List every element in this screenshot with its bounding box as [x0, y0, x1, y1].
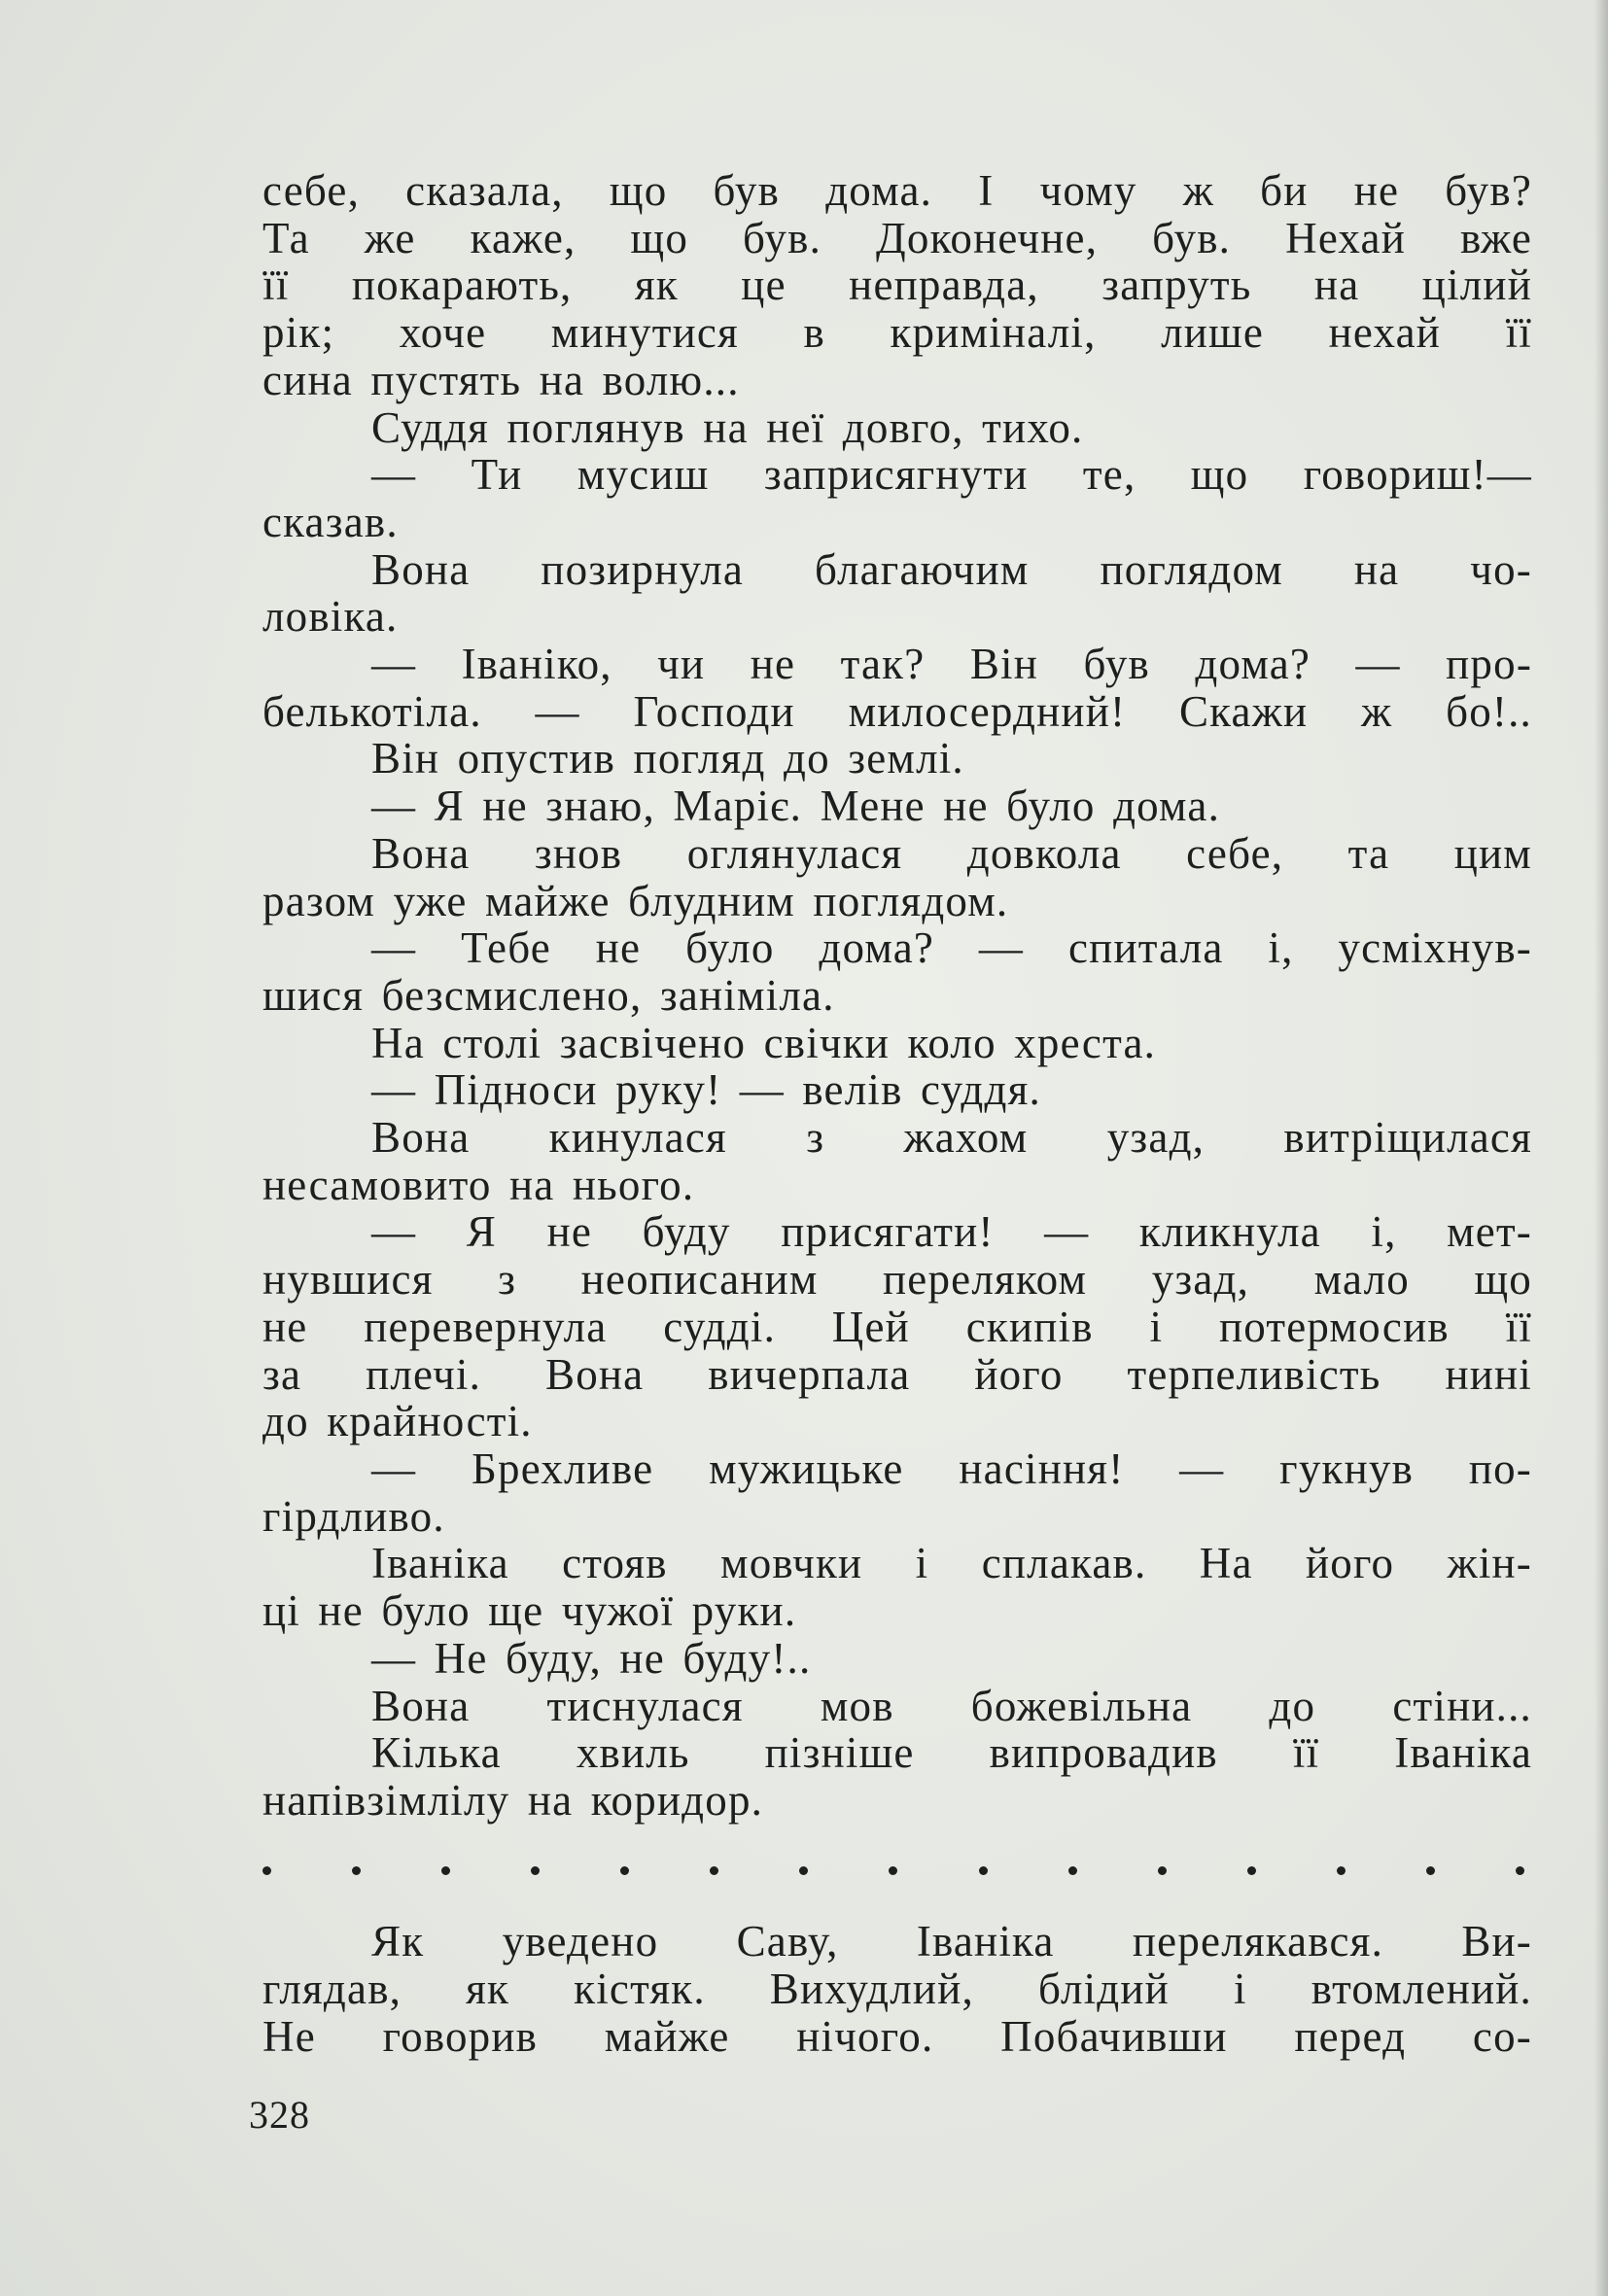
- separator-dot: [1247, 1866, 1256, 1875]
- text-line: — Не буду, не буду!..: [371, 1633, 812, 1683]
- text-line: — Я не знаю, Маріє. Мене не було дома.: [371, 782, 1221, 831]
- text-line: разом уже майже блудним поглядом.: [262, 876, 1009, 925]
- separator-dot: [889, 1866, 897, 1875]
- separator-dot: [1516, 1866, 1524, 1875]
- text-line: — Ти мусиш заприсягнути те, що говориш!—: [371, 450, 1532, 500]
- text-line: ловіка.: [262, 592, 399, 642]
- text-line: Вона знов оглянулася довкола себе, та цим: [371, 828, 1532, 878]
- text-line: — Підноси руку! — велів суддя.: [371, 1065, 1041, 1115]
- text-line: Іваніка стояв мовчки і сплакав. На його жін-: [371, 1539, 1532, 1588]
- separator-dot: [1426, 1866, 1435, 1875]
- separator-dot: [1068, 1866, 1077, 1875]
- text-line: напівзімлілу на коридор.: [262, 1775, 764, 1825]
- text-section-before-break: [262, 167, 1532, 1825]
- text-line: рік; хоче минутися в криміналі, лише нехай її: [262, 308, 1532, 358]
- text-line: за плечі. Вона вичерпала його терпеливість нині: [262, 1349, 1532, 1399]
- text-line: Суддя поглянув на неї довго, тихо.: [371, 402, 1084, 452]
- text-line: до крайності.: [262, 1397, 533, 1446]
- text-line: — Брехливе мужицьке насіння! — гукнув по-: [371, 1444, 1532, 1493]
- text-section-after-break: [262, 1918, 1532, 2060]
- separator-dot: [352, 1866, 361, 1875]
- text-line: — Тебе не було дома? — спитала і, усміхнув-: [371, 923, 1532, 973]
- text-line: ці не було ще чужої руки.: [262, 1586, 797, 1636]
- text-line: нувшися з неописаним переляком узад, мало що: [262, 1255, 1532, 1305]
- separator-dot: [979, 1866, 988, 1875]
- page-number: 328: [249, 2093, 310, 2137]
- text-line: шися безсмислено, заніміла.: [262, 970, 835, 1020]
- text-line: — Іваніко, чи не так? Він був дома? — про-: [371, 640, 1532, 689]
- text-line: Вона позирнула благаючим поглядом на чо-: [371, 544, 1532, 594]
- text-line: себе, сказала, що був дома. І чому ж би не був?: [262, 166, 1532, 215]
- section-separator: [262, 1848, 1532, 1896]
- separator-dot: [1158, 1866, 1167, 1875]
- text-line: Як уведено Саву, Іваніка перелякався. Ви-: [371, 1917, 1532, 1966]
- separator-dot: [531, 1866, 540, 1875]
- separator-dot: [620, 1866, 629, 1875]
- text-line: Кілька хвиль пізніше випровадив її Іваніка: [371, 1728, 1532, 1778]
- separator-dot: [799, 1866, 808, 1875]
- text-line: Та же каже, що був. Доконечне, був. Нехай вже: [262, 213, 1532, 262]
- separator-dot: [710, 1866, 718, 1875]
- text-line: глядав, як кістяк. Вихудлий, блідий і втомлений.: [262, 1965, 1532, 2013]
- text-line: На столі засвічено свічки коло хреста.: [371, 1018, 1157, 1067]
- text-line: сина пустять на волю...: [262, 355, 740, 404]
- text-line: не перевернула судді. Цей скипів і потермосив її: [262, 1302, 1532, 1351]
- text-line: Він опустив погляд до землі.: [371, 734, 964, 783]
- page-edge-shadow: [1594, 0, 1608, 2296]
- text-line: Вона тиснулася мов божевільна до стіни...: [371, 1681, 1532, 1730]
- page-text: [262, 167, 1532, 2060]
- text-line: несамовито на нього.: [262, 1160, 695, 1209]
- text-line: її покарають, як це неправда, запруть на цілий: [262, 261, 1532, 310]
- text-line: белькотіла. — Господи милосердний! Скажи ж бо!..: [262, 686, 1532, 736]
- separator-dot: [262, 1866, 271, 1875]
- separator-dot: [1337, 1866, 1346, 1875]
- separator-dot: [441, 1866, 450, 1875]
- text-line: Не говорив майже нічого. Побачивши перед со-: [262, 2011, 1532, 2061]
- text-line: гірдливо.: [262, 1491, 445, 1541]
- text-line: — Я не буду присягати! — кликнула і, мет-: [371, 1207, 1532, 1257]
- text-line: сказав.: [262, 497, 399, 546]
- text-line: Вона кинулася з жахом узад, витріщилася: [371, 1113, 1532, 1163]
